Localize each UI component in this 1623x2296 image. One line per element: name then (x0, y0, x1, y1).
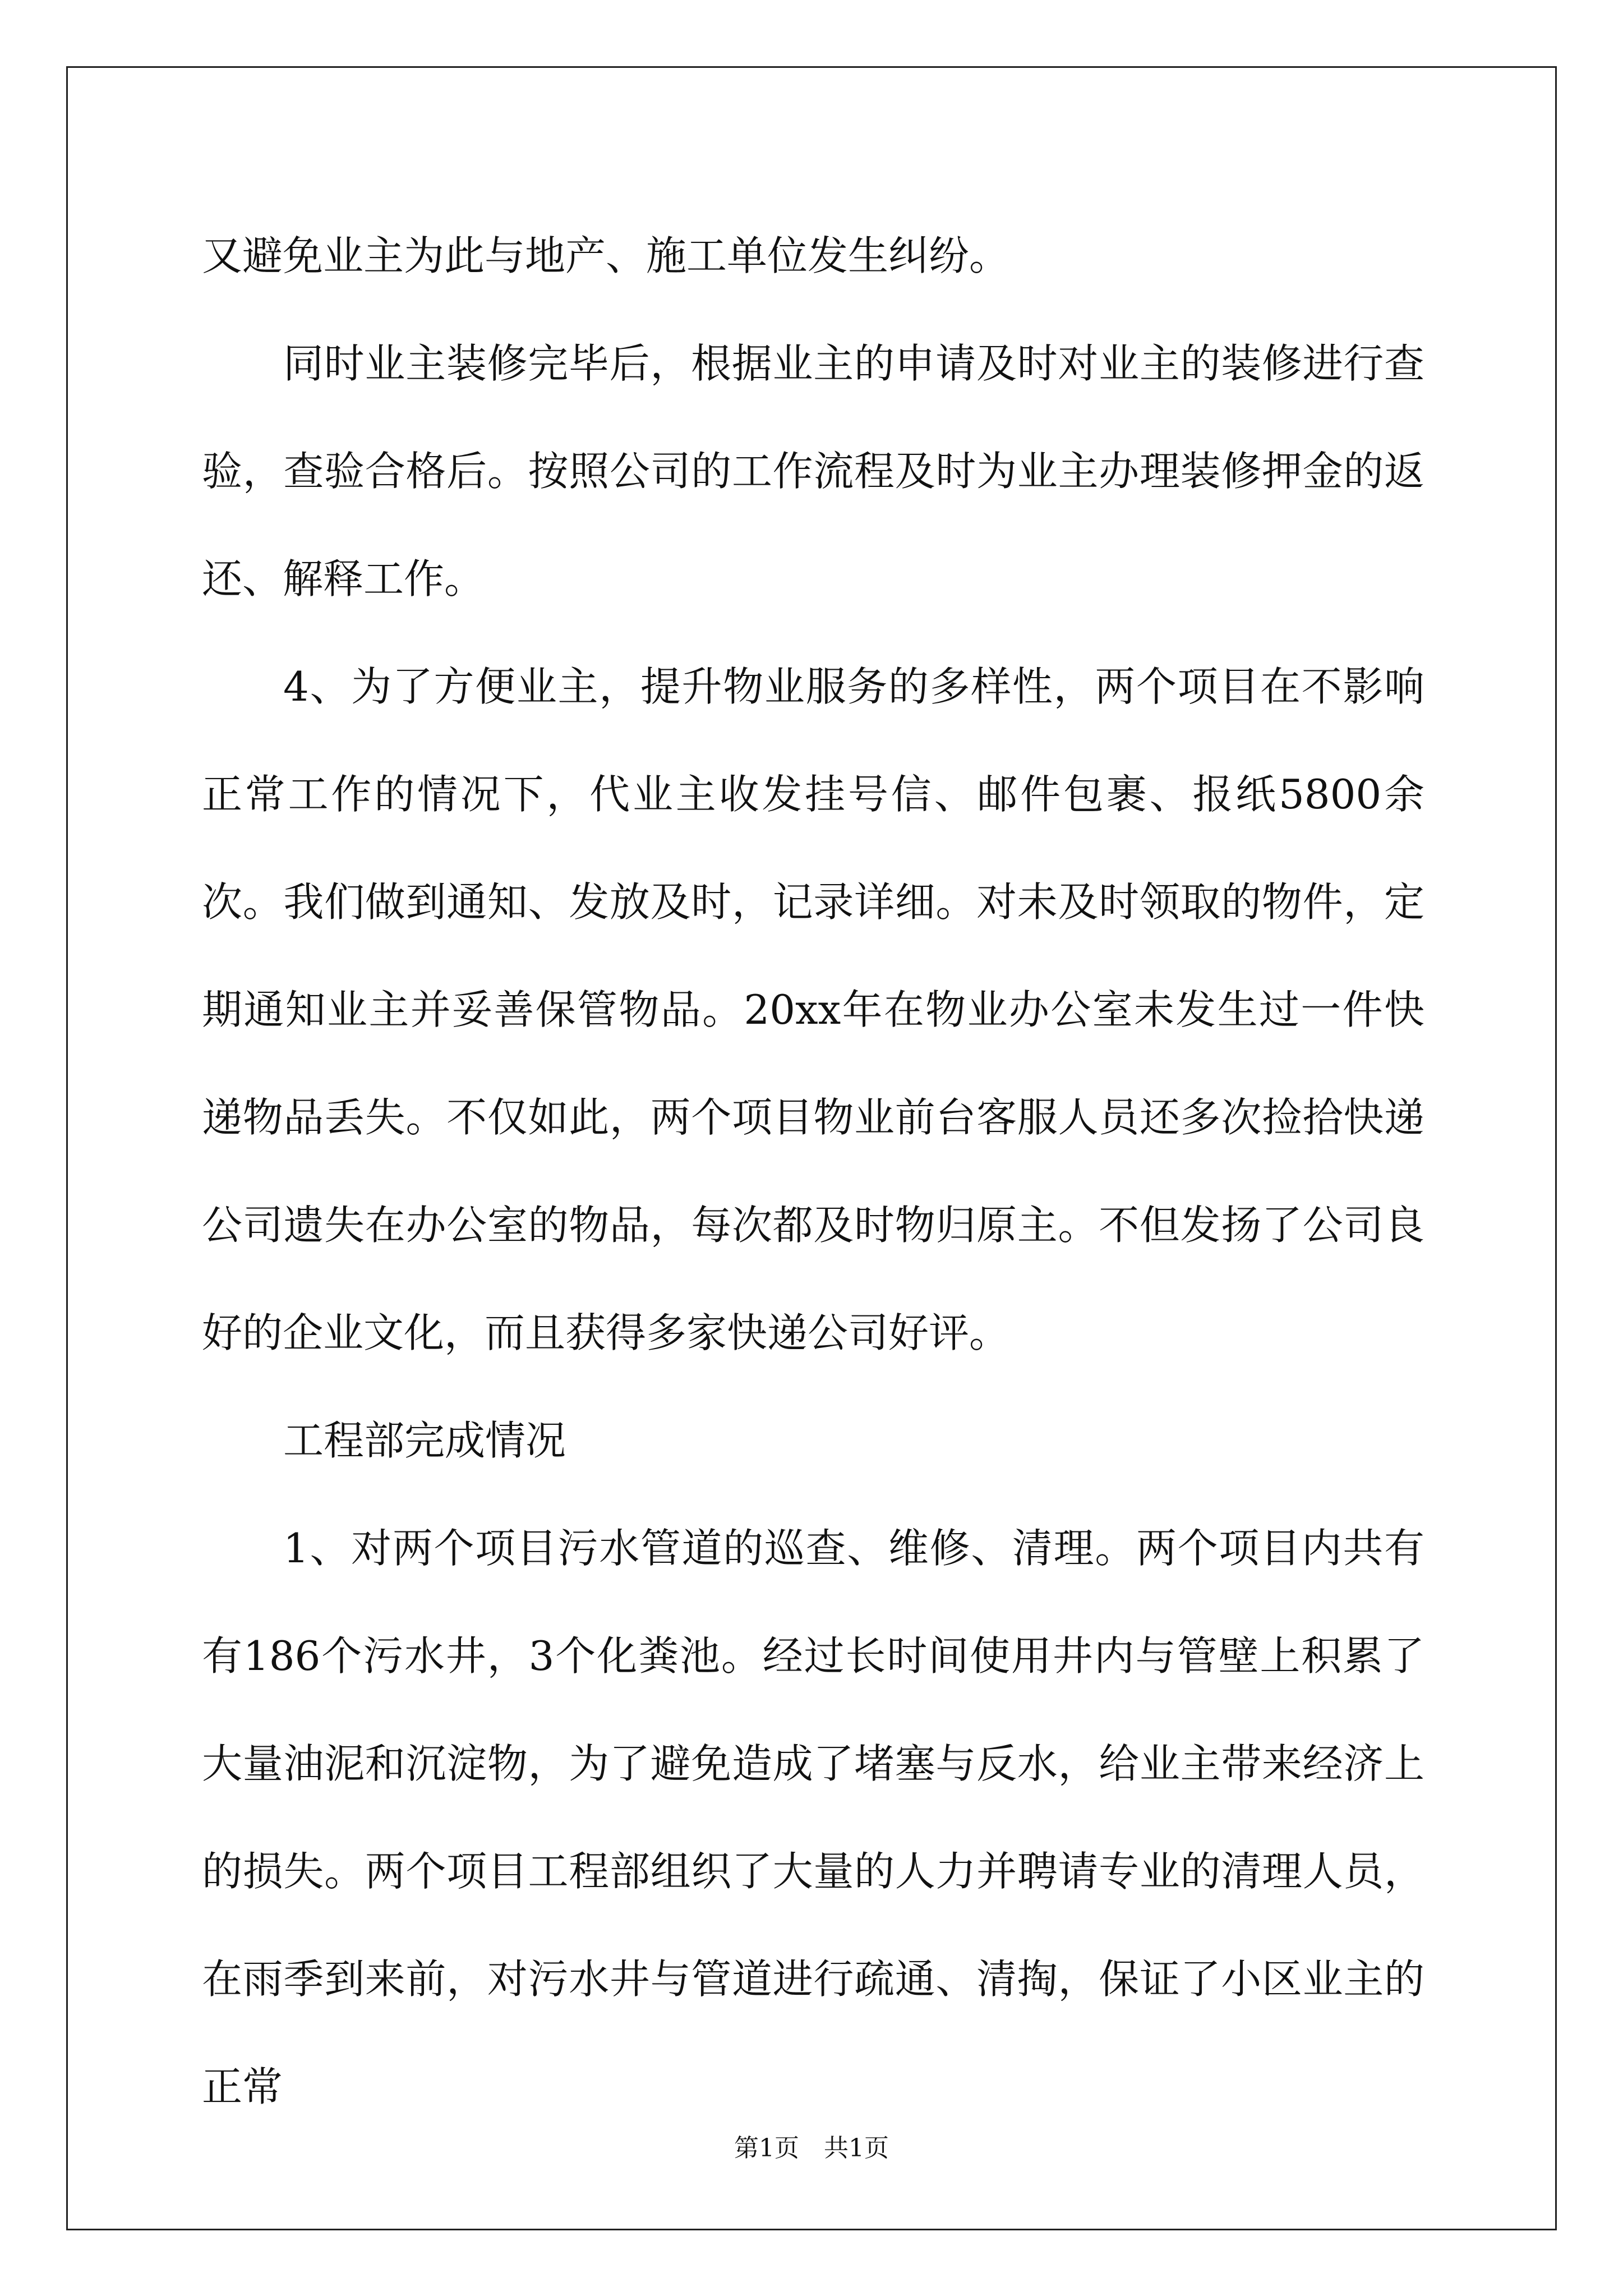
section-heading-engineering: 工程部完成情况 (283, 1417, 566, 1464)
page-footer: 第1页 共1页 (734, 2134, 889, 2162)
paragraph-1: 又避免业主为此与地产、施工单位发生纠纷。 (202, 232, 1010, 279)
paragraph-5: 1、对两个项目污水管道的巡查、维修、清理。两个项目内共有有186个污水井，3个化粪池。经过长时间使用井内与管壁上积累了大量油泥和沉淀物，为了避免造成了堵塞与反水，给业主带来经济上的损失。两个项目工程部组织了大量的人力并聘请专业的清理人员，在雨季到来前，对污水井与管道进行疏通、清掏，保证了小区业主的正常 (202, 1525, 1424, 2110)
document-body (202, 202, 1424, 2141)
paragraph-3: 4、为了方便业主，提升物业服务的多样性，两个项目在不影响正常工作的情况下，代业主收发挂号信、邮件包裹、报纸5800余次。我们做到通知、发放及时，记录详细。对未及时领取的物件，定期通知业主并妥善保管物品。20xx年在物业办公室未发生过一件快递物品丢失。不仅如此，两个项目物业前台客服人员还多次捡拾快递公司遗失在办公室的物品，每次都及时物归原主。不但发扬了公司良好的企业文化，而且获得多家快递公司好评。 (202, 663, 1424, 1356)
paragraph-2: 同时业主装修完毕后，根据业主的申请及时对业主的装修进行查验，查验合格后。按照公司的工作流程及时为业主办理装修押金的返还、解释工作。 (202, 340, 1424, 602)
